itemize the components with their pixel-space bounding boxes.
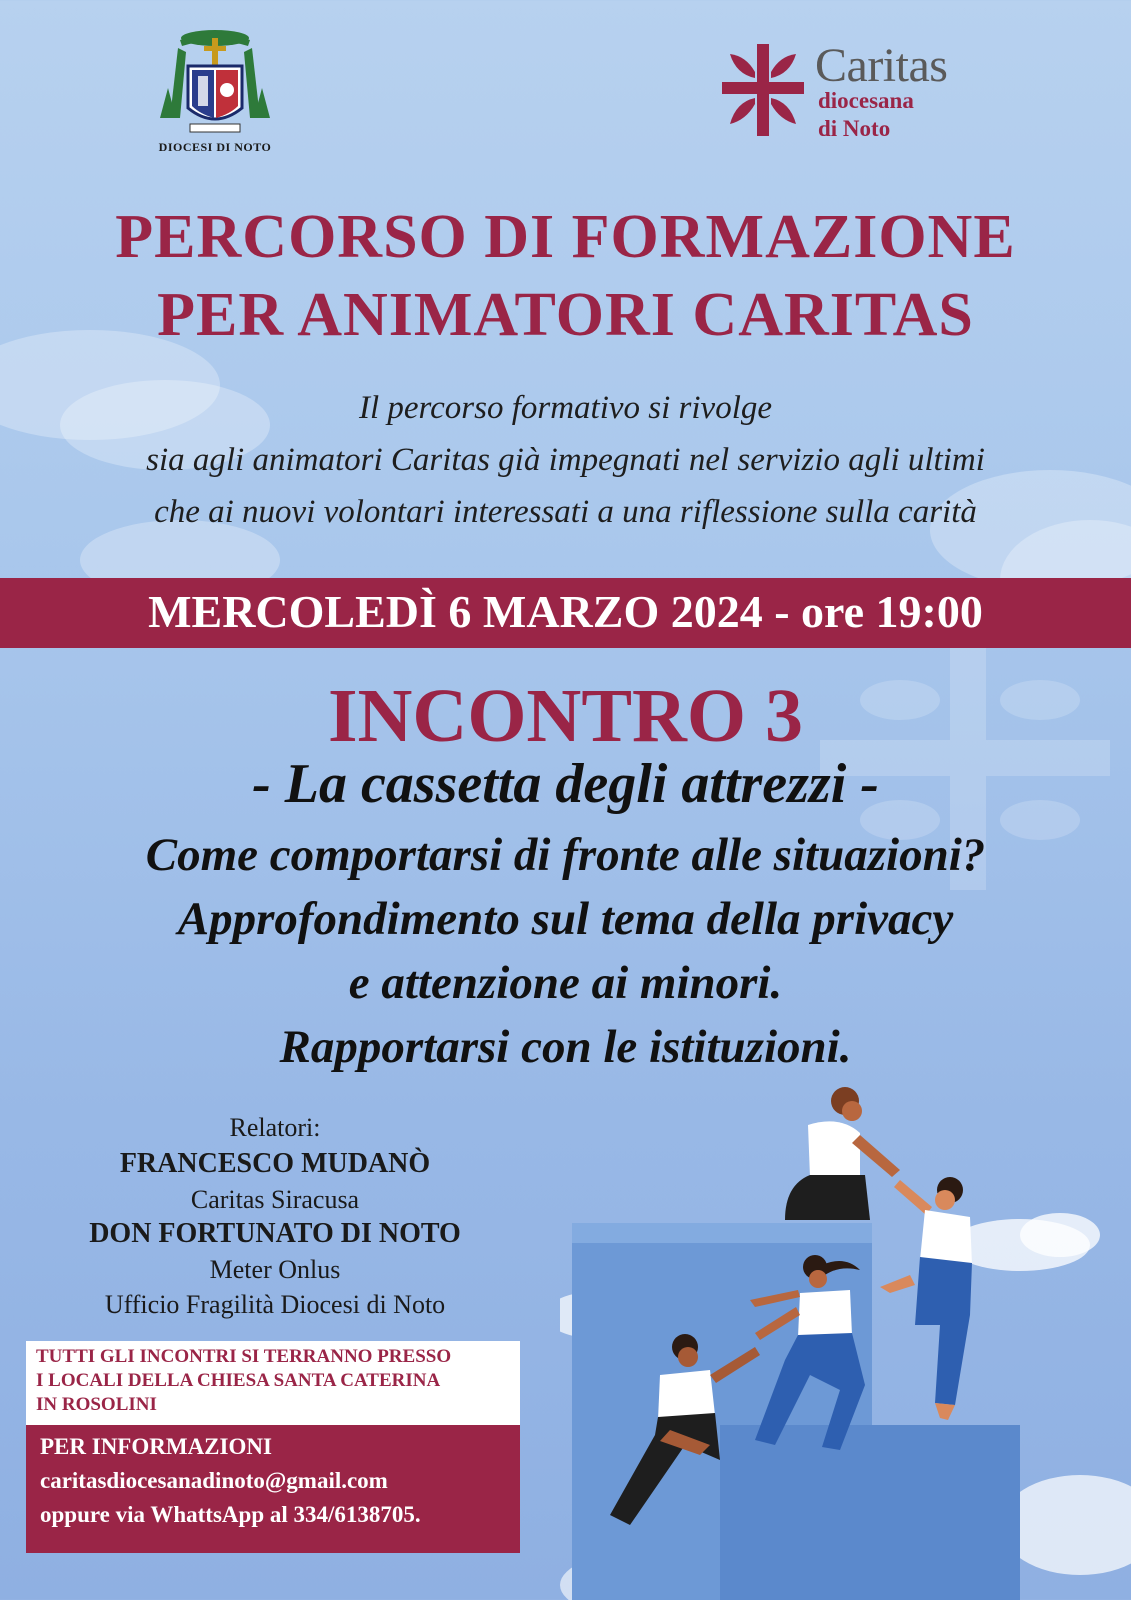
info-heading: PER INFORMAZIONI [40, 1434, 272, 1459]
meeting-title: INCONTRO 3 [327, 674, 804, 758]
main-title: PERCORSO DI FORMAZIONE [115, 203, 1016, 271]
meeting-subtitle: - La cassetta degli attrezzi - [252, 753, 879, 815]
contact-phone: oppure via WhattsApp al 334/6138705. [40, 1502, 421, 1527]
meeting-topic: Rapportarsi con le istituzioni. [279, 1021, 852, 1073]
meeting-topic: Come comportarsi di fronte alle situazioni? [145, 829, 986, 881]
helping-hands-illustration [560, 1085, 1131, 1600]
intro-line: che ai nuovi volontari interessati a una riflessione sulla carità [154, 494, 977, 530]
venue-line: TUTTI GLI INCONTRI SI TERRANNO PRESSO [36, 1346, 452, 1367]
speakers-label: Relatori: [229, 1113, 321, 1142]
caritas-logo-subtitle: di Noto [818, 116, 891, 141]
main-title: PER ANIMATORI CARITAS [157, 281, 974, 349]
caritas-cross-icon [722, 44, 804, 136]
speaker-organization: Caritas Siracusa [190, 1185, 360, 1214]
speaker-name: FRANCESCO MUDANÒ [119, 1148, 431, 1179]
speaker-organization: Meter Onlus [209, 1255, 341, 1284]
speaker-organization: Ufficio Fragilità Diocesi di Noto [104, 1290, 446, 1319]
caritas-logo-name: Caritas [815, 39, 948, 92]
diocese-label: DIOCESI DI NOTO [158, 140, 272, 154]
intro-line: sia agli animatori Caritas già impegnati nel servizio agli ultimi [146, 442, 985, 478]
print-credit [1096, 1450, 1106, 1540]
event-date: MERCOLEDÌ 6 MARZO 2024 - ore 19:00 [148, 586, 983, 637]
meeting-topic: e attenzione ai minori. [348, 957, 783, 1009]
intro-line: Il percorso formativo si rivolge [358, 390, 773, 426]
venue-line: I LOCALI DELLA CHIESA SANTA CATERINA [36, 1370, 441, 1391]
caritas-logo-subtitle: diocesana [818, 88, 914, 113]
venue-line: IN ROSOLINI [36, 1394, 157, 1415]
contact-email[interactable]: caritasdiocesanadinoto@gmail.com [40, 1468, 388, 1493]
meeting-topic: Approfondimento sul tema della privacy [177, 893, 954, 945]
speaker-name: DON FORTUNATO DI NOTO [89, 1218, 461, 1249]
